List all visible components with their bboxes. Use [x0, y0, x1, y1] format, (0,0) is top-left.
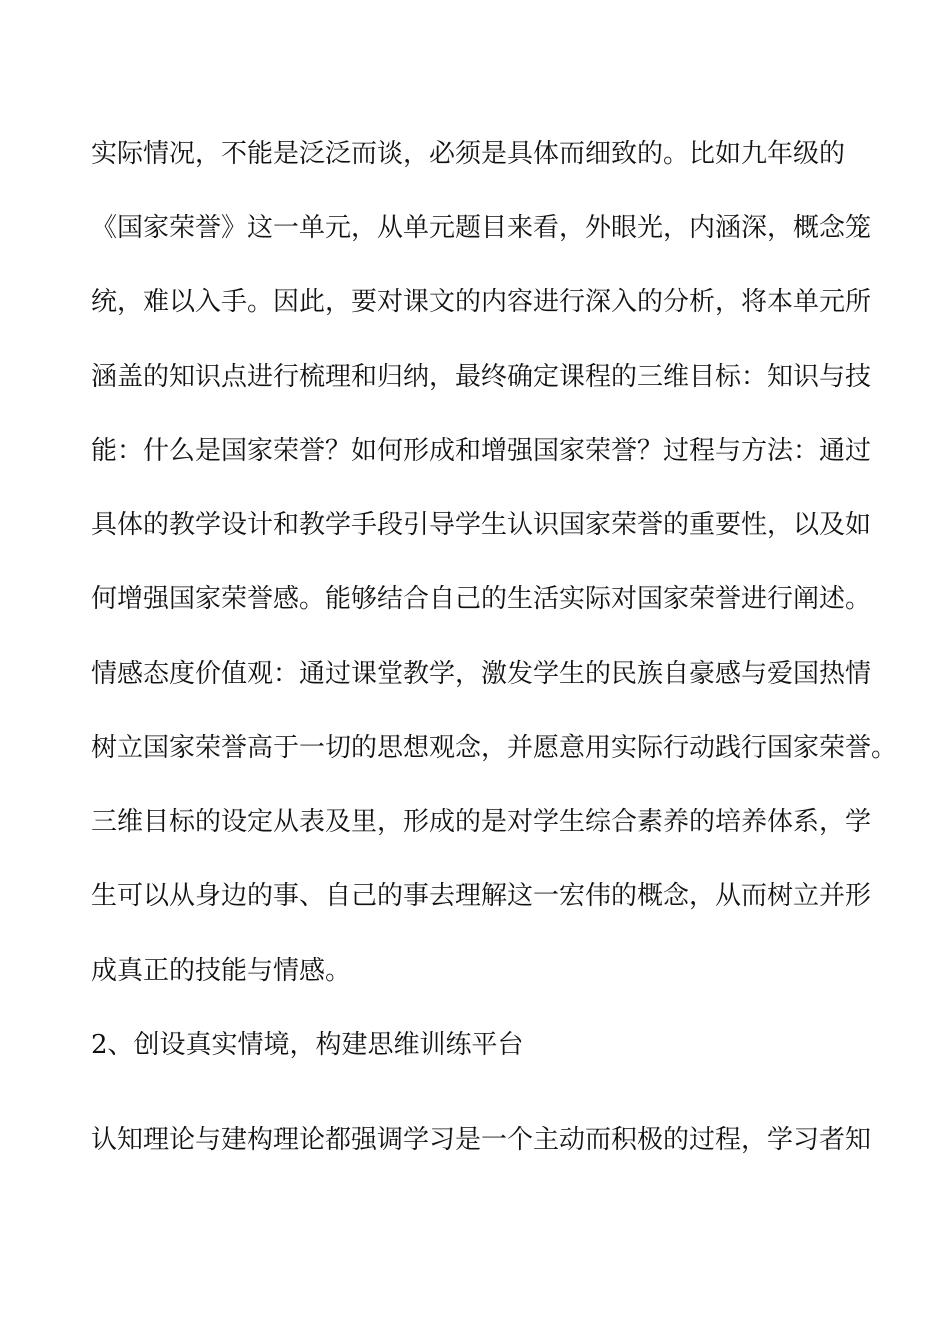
- text-line-1: 实际情况，不能是泛泛而谈，必须是具体而细致的。比如九年级的: [91, 139, 846, 169]
- section-heading: 2、创设真实情境，构建思维训练平台: [91, 1030, 524, 1060]
- text-line-4: 涵盖的知识点进行梳理和归纳，最终确定课程的三维目标：知识与技: [91, 362, 872, 392]
- text-line-14: 认知理论与建构理论都强调学习是一个主动而积极的过程，学习者知: [91, 1125, 872, 1155]
- text-line-10: 三维目标的设定从表及里，形成的是对学生综合素养的培养体系，学: [91, 807, 872, 837]
- text-line-12: 成真正的技能与情感。: [91, 956, 352, 986]
- text-line-5: 能：什么是国家荣誉？如何形成和增强国家荣誉？过程与方法：通过: [91, 436, 872, 466]
- text-line-3: 统，难以入手。因此，要对课文的内容进行深入的分析，将本单元所: [91, 287, 872, 317]
- text-line-9: 树立国家荣誉高于一切的思想观念，并愿意用实际行动践行国家荣誉。: [91, 733, 898, 763]
- text-line-2: 《国家荣誉》这一单元，从单元题目来看，外眼光，内涵深，概念笼: [91, 213, 872, 243]
- text-line-11: 生可以从身边的事、自己的事去理解这一宏伟的概念，从而树立并形: [91, 881, 872, 911]
- text-line-7: 何增强国家荣誉感。能够结合自己的生活实际对国家荣誉进行阐述。: [91, 584, 872, 614]
- text-line-6: 具体的教学设计和教学手段引导学生认识国家荣誉的重要性，以及如: [91, 510, 872, 540]
- text-line-8: 情感态度价值观：通过课堂教学，激发学生的民族自豪感与爱国热情: [91, 659, 872, 689]
